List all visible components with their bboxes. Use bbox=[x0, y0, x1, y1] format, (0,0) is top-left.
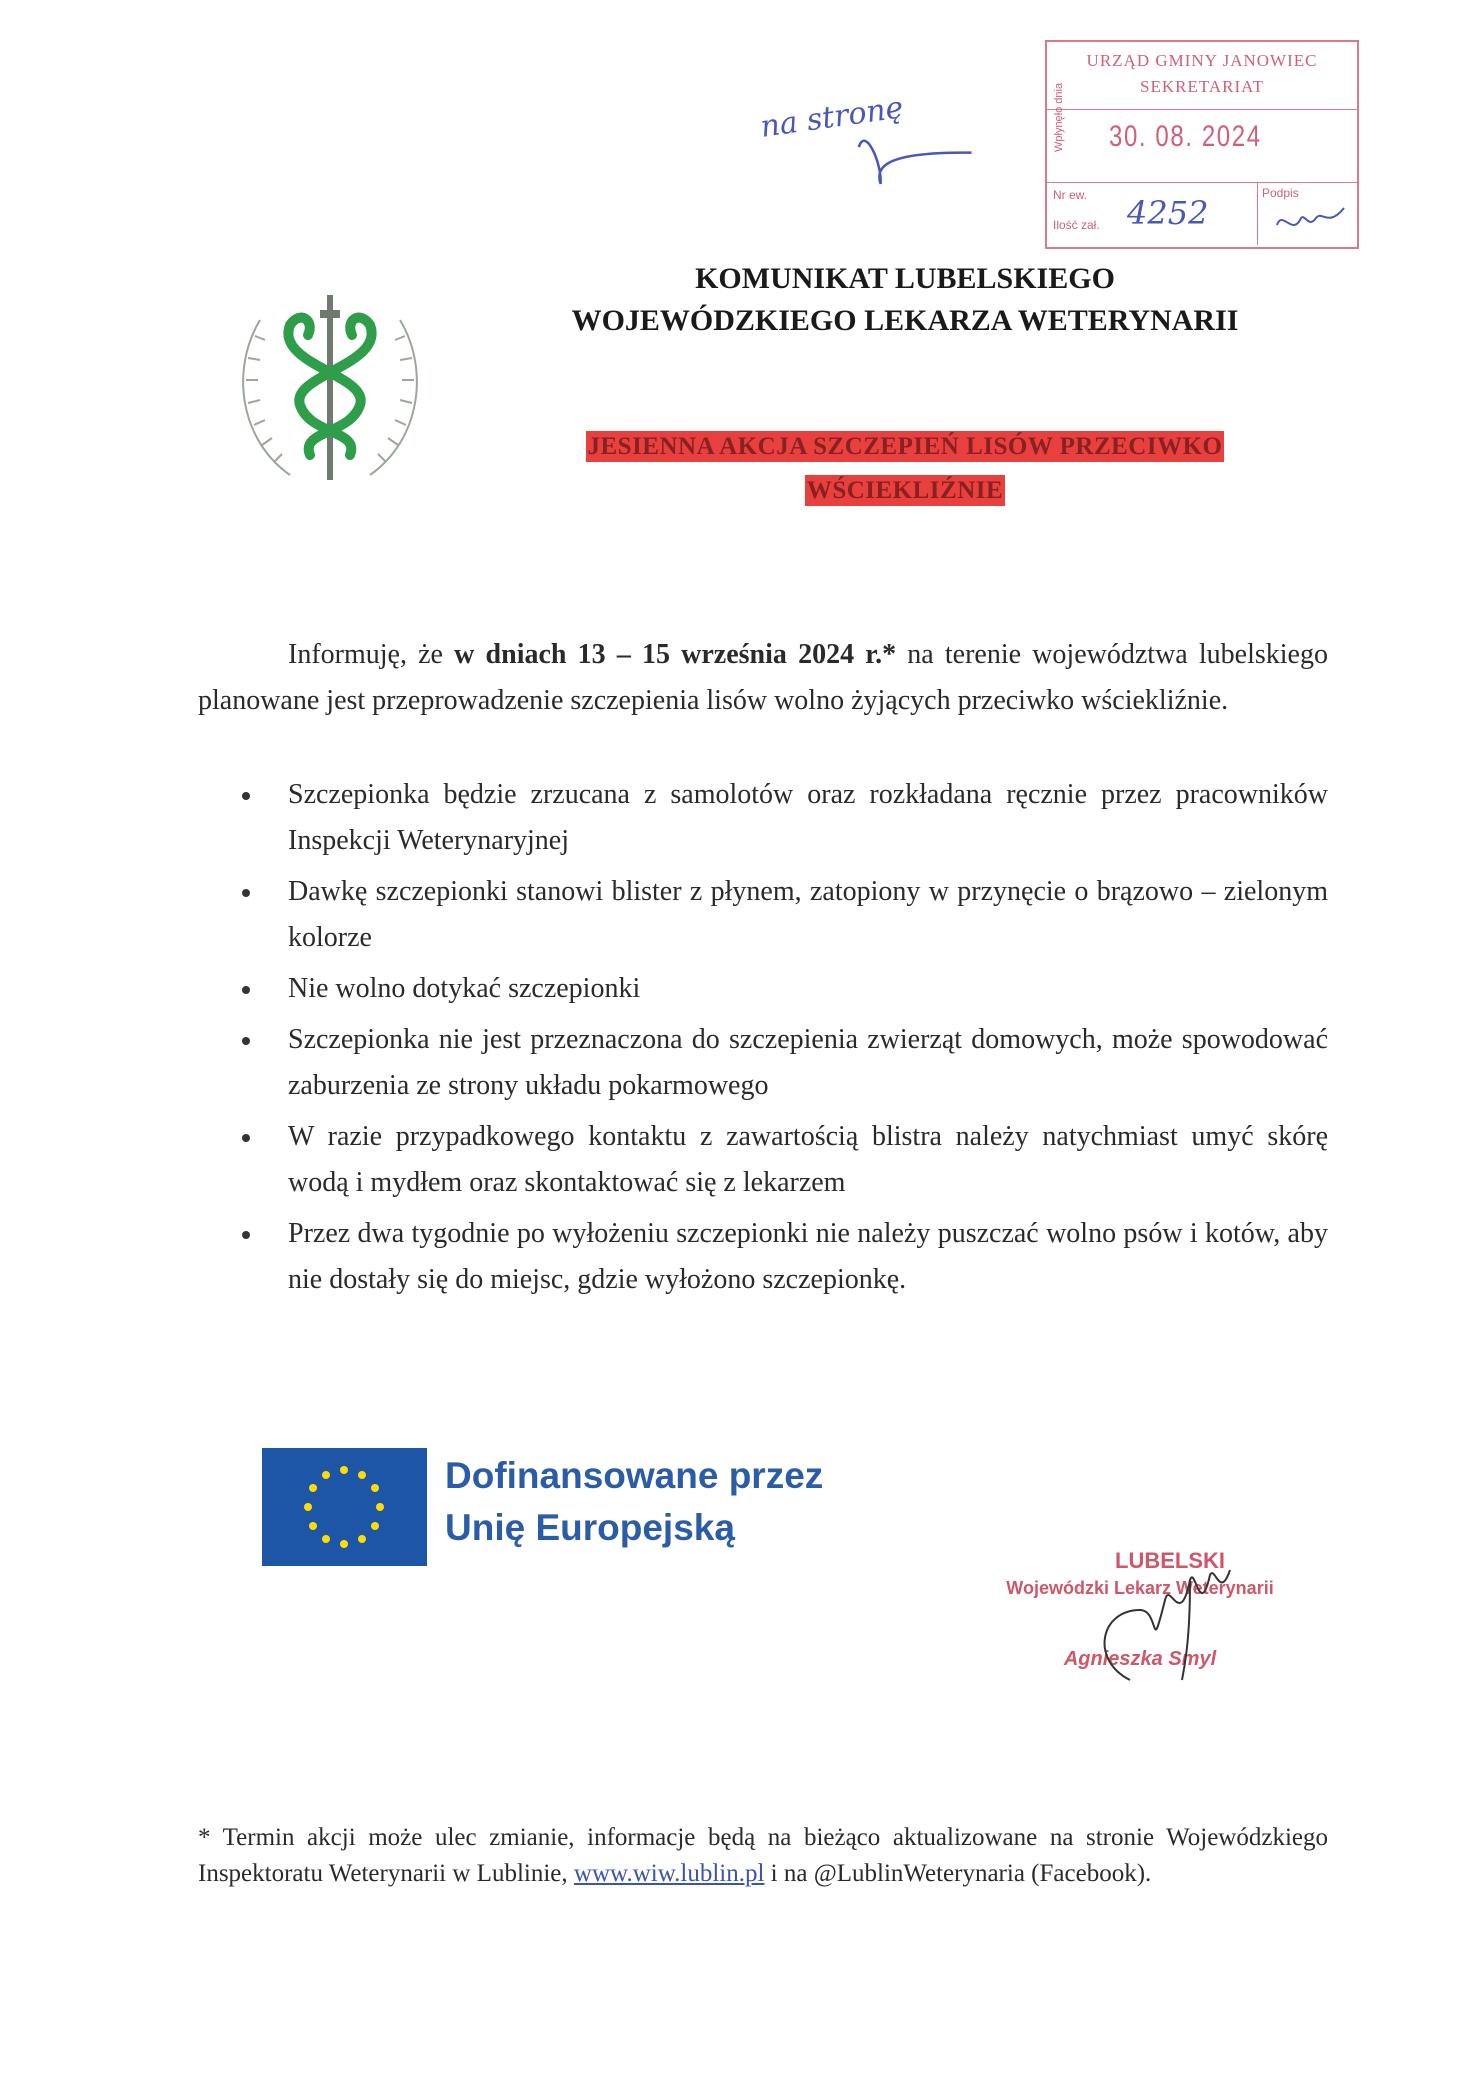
eu-funding-text bbox=[445, 1450, 865, 1554]
caduceus-logo-icon bbox=[220, 280, 440, 500]
intro-paragraph bbox=[198, 632, 1328, 724]
list-item-text: Nie wolno dotykać szczepionki bbox=[288, 973, 641, 1004]
list-item-text: Szczepionka będzie zrzucana z samolotów oraz rozkładana ręcznie przez pracowników Inspekcji Weterynaryjnej bbox=[288, 779, 1328, 856]
eu-flag-icon bbox=[262, 1448, 427, 1566]
bullet-icon bbox=[242, 1134, 250, 1142]
subtitle-line-1: JESIENNA AKCJA SZCZEPIEŃ LISÓW PRZECIWKO bbox=[587, 433, 1223, 460]
list-item bbox=[198, 1211, 1328, 1303]
bullet-icon bbox=[242, 792, 250, 800]
signature-line-1: LUBELSKI bbox=[1115, 1548, 1225, 1573]
stamp-nr-label: Nr ew. bbox=[1053, 188, 1088, 202]
title-line-1: KOMUNIKAT LUBELSKIEGO bbox=[695, 262, 1115, 295]
stamp-office-sub: SEKRETARIAT bbox=[1140, 77, 1264, 96]
list-item bbox=[198, 1017, 1328, 1109]
stamp-count-label: Ilość zał. bbox=[1053, 218, 1100, 232]
intro-dates: w dniach 13 – 15 września 2024 r.* bbox=[454, 639, 897, 670]
handwritten-note bbox=[740, 60, 1030, 170]
document-title bbox=[480, 258, 1330, 342]
list-item-text: W razie przypadkowego kontaktu z zawartością blistra należy natychmiast umyć skórę wodą i mydłem oraz skontaktować się z lekarzem bbox=[288, 1121, 1328, 1198]
stamp-signature-icon bbox=[1272, 200, 1352, 240]
footnote-link[interactable]: www.wiw.lublin.pl bbox=[573, 1860, 765, 1887]
stamp-number: 4252 bbox=[1127, 194, 1209, 232]
handwritten-note-text: na stronę bbox=[758, 90, 906, 145]
stamp-signature-cell bbox=[1257, 182, 1356, 245]
bullet-icon bbox=[242, 1231, 250, 1239]
list-item-text: Dawkę szczepionki stanowi blister z płynem, zatopiony w przynęcie o brązowo – zielonym kolorze bbox=[288, 876, 1328, 953]
stamp-header bbox=[1047, 42, 1357, 110]
handwritten-signature-icon bbox=[1070, 1540, 1250, 1690]
list-item bbox=[198, 772, 1328, 864]
document-subtitle bbox=[480, 425, 1330, 513]
eu-line-1: Dofinansowane przez bbox=[445, 1455, 824, 1496]
signature-name: Agnieszka Smyl bbox=[1063, 1648, 1217, 1670]
list-item-text: Przez dwa tygodnie po wyłożeniu szczepionki nie należy puszczać wolno psów i kotów, aby nie dostały się do miejsc, gdzie wyłożono szczepionkę. bbox=[288, 1218, 1328, 1295]
stamp-signature-label: Podpis bbox=[1262, 186, 1299, 200]
veterinary-logo bbox=[220, 280, 440, 500]
subtitle-line-2: WŚCIEKLIŹNIE bbox=[806, 477, 1004, 504]
instructions-list bbox=[198, 772, 1328, 1308]
intro-lead: Informuję, że bbox=[288, 639, 455, 670]
footnote-text: * Termin akcji może ulec zmianie, informacje będą na bieżąco aktualizowane na stronie Wojewódzkiego Inspektoratu Weterynarii w Lublinie, bbox=[198, 1824, 1328, 1887]
bullet-icon bbox=[242, 889, 250, 897]
eu-stars-icon bbox=[262, 1448, 427, 1566]
eu-line-2: Unię Europejską bbox=[445, 1507, 735, 1548]
list-item bbox=[198, 1114, 1328, 1206]
signature-stamp bbox=[960, 1540, 1320, 1690]
intro-rest: na terenie województwa lubelskiego planowane jest przeprowadzenie szczepienia lisów wolno żyjących przeciwko wściekliźnie. bbox=[198, 639, 1328, 716]
stamp-date: 30. 08. 2024 bbox=[1109, 120, 1262, 153]
list-item bbox=[198, 966, 1328, 1012]
bullet-icon bbox=[242, 986, 250, 994]
bullet-icon bbox=[242, 1037, 250, 1045]
registry-stamp bbox=[1045, 40, 1359, 249]
list-item-text: Szczepionka nie jest przeznaczona do szczepienia zwierząt domowych, może spowodować zaburzenia ze strony układu pokarmowego bbox=[288, 1024, 1328, 1101]
list-item bbox=[198, 869, 1328, 961]
signature-line-2: Wojewódzki Lekarz Weterynarii bbox=[1006, 1578, 1274, 1598]
footnote-after: i na @LublinWeterynaria (Facebook). bbox=[764, 1860, 1152, 1887]
title-line-2: WOJEWÓDZKIEGO LEKARZA WETERYNARII bbox=[571, 304, 1239, 337]
footnote bbox=[198, 1820, 1328, 1892]
stamp-received-label: Wpłynęło dnia bbox=[1053, 82, 1065, 152]
stamp-office: URZĄD GMINY JANOWIEC bbox=[1086, 51, 1318, 70]
